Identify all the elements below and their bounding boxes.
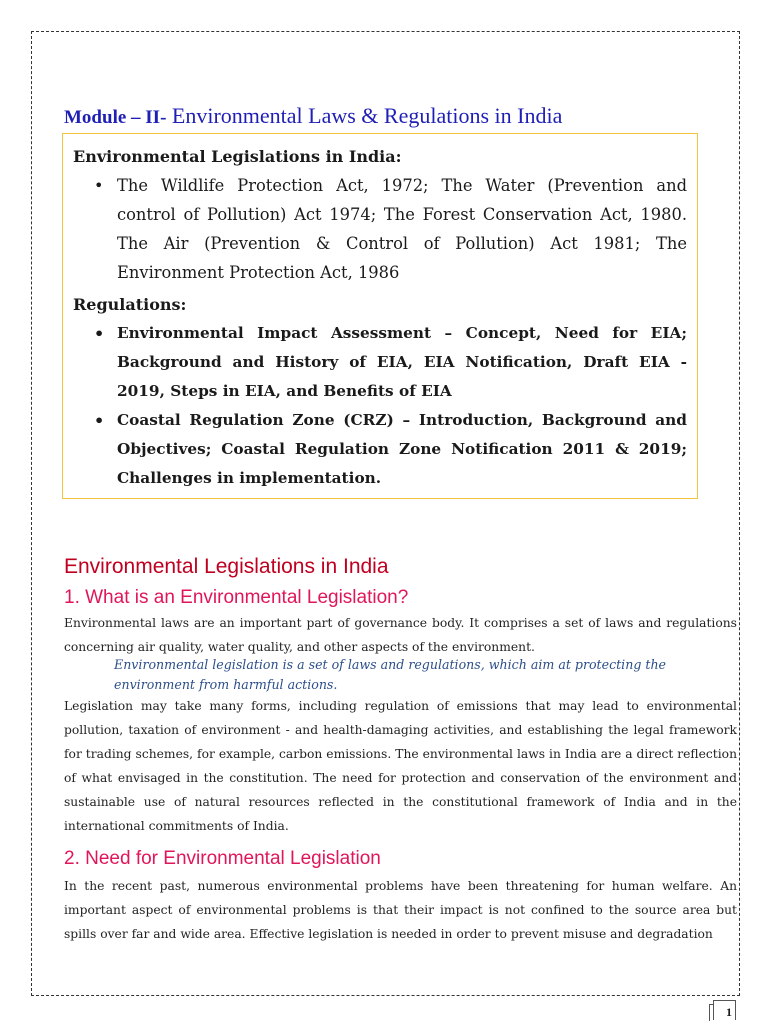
module-title-main: Environmental Laws & Regulations in India [166,103,563,128]
paragraph: Environmental laws are an important part of governance body. It comprises a set of laws and regulations concerning air quality, water quality, and other aspects of the environment. [64,616,737,654]
list-item: • Environmental Impact Assessment – Concept, Need for EIA; Background and History of EIA, EIA Notification, Draft EIA - 2019, Steps in EIA, and Benefits of EIA [73,319,687,406]
summary-heading-regulations: Regulations: [73,295,187,314]
page-number: 1 [713,1000,736,1020]
module-title [64,94,562,131]
paragraph: In the recent past, numerous environmental problems have been threatening for human welfare. An important aspect of environmental problems is that their impact is not confined to the source area but spills over far and wide area. Effective legislation is needed in order to prevent misuse and degradation [64,879,737,941]
section-title: Environmental Legislations in India [64,555,389,578]
module-title-prefix: Module – II- [64,107,167,128]
regulations-list [73,319,687,493]
paragraph: Legislation may take many forms, including regulation of emissions that may lead to environmental pollution, taxation of environment - and health-damaging activities, and establishing the legal framework for trading schemes, for example, carbon emissions. The environmental laws in India are a direct reflection of what envisaged in the constitution. The need for protection and conservation of the environment and sustainable use of natural resources reflected in the constitutional framework of India and in the international commitments of India. [64,699,737,833]
list-item: • Coastal Regulation Zone (CRZ) – Introduction, Background and Objectives; Coastal Regulation Zone Notification 2011 & 2019; Challenges in implementation. [73,406,687,493]
subsection-title-need: 2. Need for Environmental Legislation [64,848,381,869]
summary-heading-legislations: Environmental Legislations in India: [73,147,402,166]
summary-box [62,133,698,499]
legislations-list [73,171,687,287]
subsection-title-what-is: 1. What is an Environmental Legislation? [64,587,409,608]
list-item: • The Wildlife Protection Act, 1972; The Water (Prevention and control of Pollution) Act 1974; The Forest Conservation Act, 1980. The Air (Prevention & Control of Pollution) Act 1981; The Environment Protection Act, 1986 [73,171,687,287]
definition-quote: Environmental legislation is a set of laws and regulations, which aim at protecting the environment from harmful actions. [114,657,667,692]
